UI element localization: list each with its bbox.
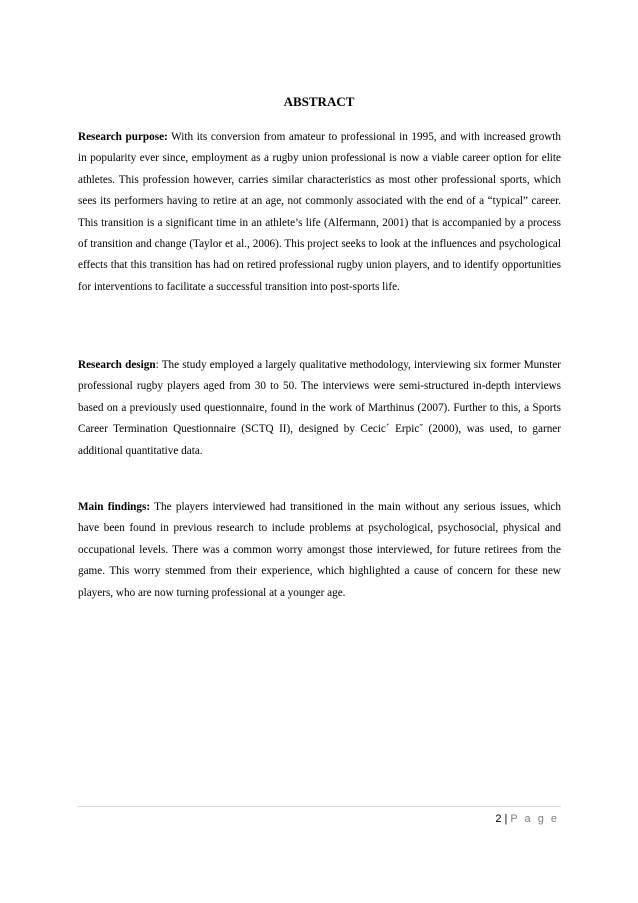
footer-separator: |: [504, 813, 508, 825]
page-footer: [495, 813, 559, 825]
research-design-label: Research design: [78, 359, 156, 371]
research-purpose-text: With its conversion from amateur to professional in 1995, and with increased growth in popularity ever since, employment as a rugby union professional is now a viable career option for elite athletes. This profession however, carries similar characteristics as most other professional sports, which sees its performers having to retire at an age, not commonly associated with the end of a “typical” career. This transition is a significant time in an athlete’s life (Alfermann, 2001) that is accompanied by a process of transition and change (Taylor et al., 2006). This project seeks to look at the influences and psychological effects that this transition has had on retired professional rugby union players, and to identify opportunities for interventions to facilitate a successful transition into post-sports life.: [78, 131, 561, 293]
main-findings-label: Main findings:: [78, 501, 151, 513]
main-findings-text: The players interviewed had transitioned in the main without any serious issues, which have been found in previous research to include problems at psychological, psychosocial, physical and occupational levels. There was a common worry amongst those interviewed, for future retirees from the game. This worry stemmed from their experience, which highlighted a cause of concern for these new players, who are now turning professional at a younger age.: [78, 501, 561, 599]
page-word: P a g e: [510, 813, 559, 825]
research-purpose-paragraph: [78, 127, 561, 298]
footer-divider: [78, 806, 561, 807]
research-purpose-label: Research purpose:: [78, 131, 168, 143]
research-design-text: : The study employed a largely qualitative methodology, interviewing six former Munster professional rugby players aged from 30 to 50. The interviews were semi-structured in-depth interviews based on a previously used questionnaire, found in the work of Marthinus (2007). Further to this, a Sports Career Termination Questionnaire (SCTQ II), designed by Cecic´ Erpic˘ (2000), was used, to garner additional quantitative data.: [78, 359, 562, 457]
main-findings-paragraph: [78, 497, 561, 604]
research-design-paragraph: [78, 355, 561, 462]
page-number: 2: [495, 813, 502, 825]
abstract-heading: ABSTRACT: [283, 94, 355, 109]
